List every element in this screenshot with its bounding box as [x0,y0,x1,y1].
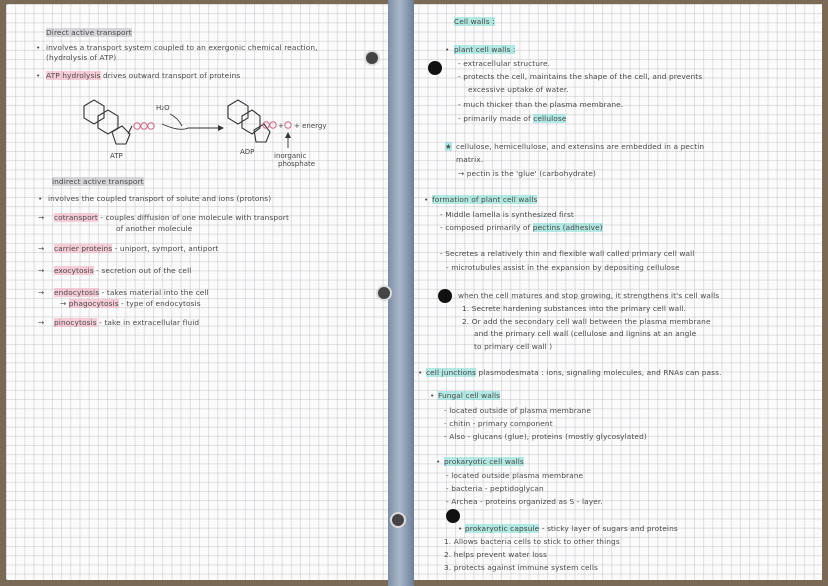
notebook-binding [388,0,414,586]
punch-hole [446,509,460,523]
note-line: - Middle lamella is synthesized first [440,210,574,219]
note-line: - primarily made of cellulose [458,114,567,123]
bullet-arrow: → [38,288,45,297]
note-line: - located outside plasma membrane [446,471,584,480]
inorganic-label: inorganic [274,152,307,160]
bullet-dot: • [36,43,41,52]
note-line: - bacteria - peptidoglycan [446,484,544,493]
note-line: matrix. [456,155,484,164]
bullet-dot: • [445,45,450,54]
energy-label: + energy [294,122,327,130]
note-line: - microtubules assist in the expansion by depositing cellulose [446,263,680,272]
bullet-dot: • [436,457,441,466]
note-line: of another molecule [116,224,193,233]
page-title: Cell walls : [454,17,495,26]
punch-hole [378,287,390,299]
bullet-arrow: → [38,318,45,327]
svg-text:+: + [278,122,284,130]
note-line: when the cell matures and stop growing, it strengthens it's cell walls [458,291,720,300]
note-line: cell junctions plasmodesmata : ions, signaling molecules, and RNAs can pass. [426,368,722,377]
heading-direct-active-transport: Direct active transport [46,28,132,37]
note-line: - located outside of plasma membrane [444,406,591,415]
punch-hole [392,514,404,526]
note-line: • prokaryotic capsule - sticky layer of sugars and proteins [458,524,678,533]
note-line: involves the coupled transport of solute and ions (protons) [48,194,272,203]
bullet-arrow: → [38,266,45,275]
bullet-arrow: → [38,213,45,222]
adp-label: ADP [240,148,255,156]
note-line: - Secretes a relatively thin and flexible wall called primary cell wall [440,249,695,258]
note-line: exocytosis - secretion out of the cell [54,266,192,275]
heading-prokaryotic: prokaryotic cell walls [444,457,524,466]
note-line: 2. Or add the secondary cell wall between the plasma membrane [462,317,711,326]
note-line: to primary cell wall ) [474,342,553,351]
note-line: excessive uptake of water. [468,85,569,94]
heading-plant-cell-walls: plant cell walls : [454,45,516,54]
note-line: cotransport - couples diffusion of one molecule with transport [54,213,289,222]
punch-hole [428,61,442,75]
note-line: involves a transport system coupled to an exergonic chemical reaction, [46,43,318,52]
bullet-dot: • [430,391,435,400]
note-line: endocytosis - takes material into the cell [54,288,209,297]
note-line: pinocytosis - take in extracellular fluid [54,318,200,327]
note-line: and the primary cell wall (cellulose and lignins at an angle [474,329,697,338]
note-line: - Also - glucans (glue), proteins (mostly glycosylated) [444,432,647,441]
note-line: (hydrolysis of ATP) [46,53,117,62]
heading-fungal: Fungal cell walls [438,391,501,400]
bullet-dot: • [38,194,43,203]
heading-formation: formation of plant cell walls [432,195,538,204]
atp-label: ATP [110,152,123,160]
bullet-dot: • [36,71,41,80]
note-line: - Archea - proteins organized as S - layer. [446,497,603,506]
note-line: carrier proteins - uniport, symport, antiport [54,244,219,253]
note-line: cellulose, hemicellulose, and extensins are embedded in a pectin [456,142,705,151]
phosphate-label: phosphate [278,160,316,168]
note-line: 1. Secrete hardening substances into the primary cell wall. [462,304,686,313]
note-line: - much thicker than the plasma membrane. [458,100,624,109]
bullet-arrow: → [38,244,45,253]
bullet-dot: • [418,368,423,377]
note-line: - extracellular structure. [458,59,551,68]
star-icon: ★ [445,142,452,151]
water-label: H₂O [156,104,170,112]
punch-hole [366,52,378,64]
heading-indirect-active-transport: indirect active transport [52,177,144,186]
note-line: 3. protects against immune system cells [444,563,598,572]
note-line: → pectin is the 'glue' (carbohydrate) [458,169,597,178]
note-line: - protects the cell, maintains the shape of the cell, and prevents [458,72,703,81]
note-line: 1. Allows bacteria cells to stick to other things [444,537,620,546]
punch-hole [438,289,452,303]
note-line: - composed primarily of pectins (adhesive) [440,223,603,232]
note-line: 2. helps prevent water loss [444,550,547,559]
note-line: - chitin - primary component [444,419,553,428]
bullet-dot: • [424,195,429,204]
note-line: → phagocytosis - type of endocytosis [60,299,201,308]
note-line: ATP hydrolysis drives outward transport of proteins [46,71,241,80]
atp-hydrolysis-diagram [70,96,340,176]
